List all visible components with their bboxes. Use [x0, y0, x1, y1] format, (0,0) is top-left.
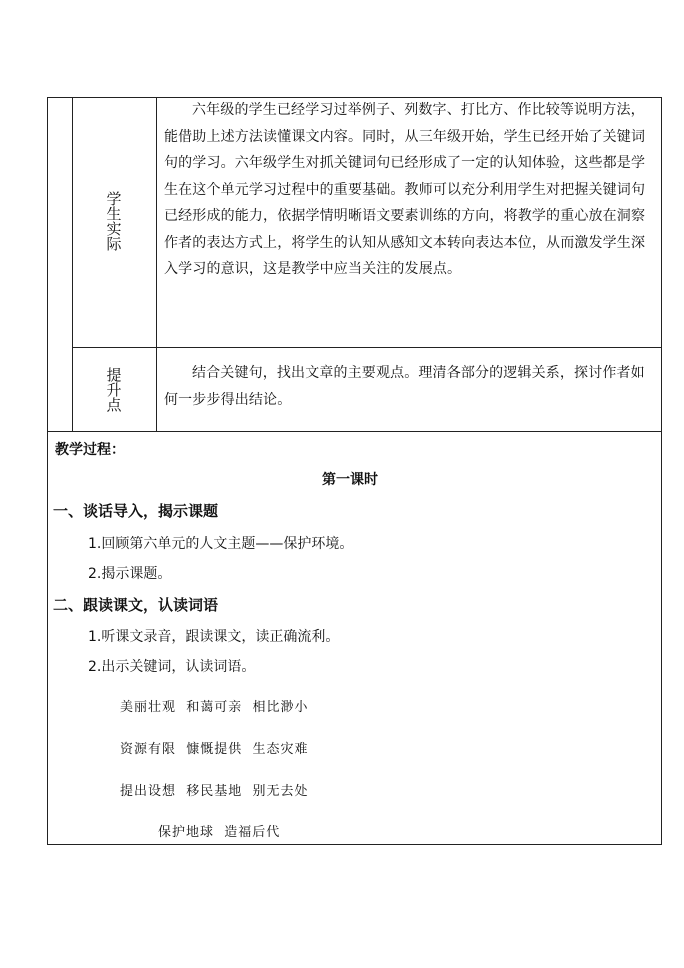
section2-item-2: 2.出示关键词，认读词语。: [88, 659, 256, 675]
student-reality-paragraph: 六年级的学生已经学习过举例子、列数字、打比方、作比较等说明方法，能借助上述方法读懂课文内容。同时，从三年级开始，学生已经开始了关键词句的学习。六年级学生对抓关键词句已经形成了一定的认知体验，这些都是学生在这个单元学习过程中的重要基础。教师可以充分利用学生对把握关键词句已经形成的能力，依据学情明晰语文要素训练的方向，将教学的重心放在洞察作者的表达方式上，将学生的认知从感知文本转向表达本位，从而激发学生深入学习的意识，这是教学中应当关注的发展点。: [164, 102, 646, 277]
process-heading: 教学过程：: [55, 442, 125, 458]
word-row-4: 保护地球 造福后代: [158, 825, 281, 840]
label-column-border: [156, 97, 157, 431]
improvement-point-label: 提 升 点: [106, 366, 122, 414]
improvement-point-paragraph: 结合关键句，找出文章的主要观点。理清各部分的逻辑关系，探讨作者如何一步步得出结论。: [164, 365, 645, 408]
section1-title: 一、谈话导入，揭示课题: [53, 502, 219, 520]
section2-title: 二、跟读课文，认读词语: [53, 596, 219, 614]
section1-item-1: 1.回顾第六单元的人文主题——保护环境。: [88, 536, 354, 552]
student-reality-label: 学 生 实 际: [106, 190, 122, 253]
section2-item-1: 1.听课文录音，跟读课文，读正确流利。: [88, 629, 340, 645]
left-column-border: [72, 97, 73, 431]
lesson-title: 第一课时: [322, 472, 378, 488]
row-divider-1: [72, 347, 662, 348]
section1-item-2: 2.揭示课题。: [88, 566, 172, 582]
row-divider-2: [47, 431, 662, 432]
word-row-1: 美丽壮观 和蔼可亲 相比渺小: [120, 700, 309, 715]
word-row-2: 资源有限 慷慨提供 生态灾难: [120, 742, 309, 757]
word-row-3: 提出设想 移民基地 别无去处: [120, 784, 309, 799]
